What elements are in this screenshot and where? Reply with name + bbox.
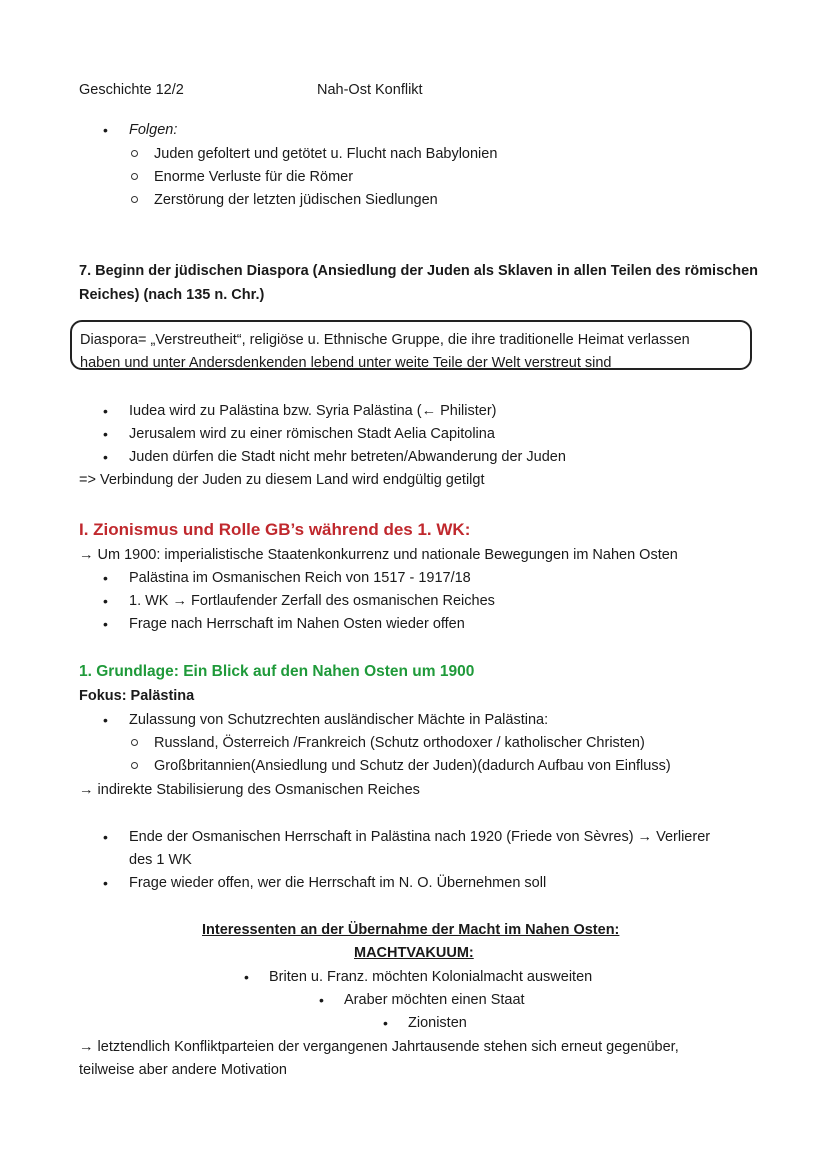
- section7-conclusion: => Verbindung der Juden zu diesem Land wird endgültig getilgt: [79, 472, 485, 488]
- folgen-label: Folgen:: [129, 122, 178, 138]
- interests-item-3: Zionisten: [408, 1015, 467, 1031]
- section7-heading-line1: 7. Beginn der jüdischen Diaspora (Ansiedlung der Juden als Sklaven in allen Teilen des römischen: [79, 263, 758, 279]
- section7-item-2: Jerusalem wird zu einer römischen Stadt Aelia Capitolina: [129, 426, 495, 442]
- section1-item2-line2: des 1 WK: [129, 852, 192, 868]
- definition-line2: haben und unter Andersdenkenden lebend unter weite Teile der Welt verstreut sind: [80, 355, 612, 371]
- bullet-icon: •: [319, 992, 324, 1008]
- bullet-icon: •: [383, 1015, 388, 1031]
- circle-bullet-icon: [131, 196, 138, 203]
- section1-item-1: Zulassung von Schutzrechten ausländischer Mächte in Palästina:: [129, 712, 549, 728]
- sectionI-item-1: Palästina im Osmanischen Reich von 1517 - 1917/18: [129, 570, 471, 586]
- sectionI-item-2: 1. WK → Fortlaufender Zerfall des osmanischen Reiches: [129, 593, 495, 609]
- section7-item-1: Iudea wird zu Palästina bzw. Syria Palästina (← Philister): [129, 403, 497, 419]
- bullet-icon: •: [244, 969, 249, 985]
- section1-subitem-1: Russland, Österreich /Frankreich (Schutz orthodoxer / katholischer Christen): [154, 735, 645, 751]
- header-topic: Nah-Ost Konflikt: [317, 82, 423, 98]
- folgen-item-2: Enorme Verluste für die Römer: [154, 169, 354, 185]
- bullet-icon: •: [103, 426, 108, 442]
- bullet-icon: •: [103, 449, 108, 465]
- section1-focus: Fokus: Palästina: [79, 688, 195, 704]
- section1-item-3: Frage wieder offen, wer die Herrschaft im N. O. Übernehmen soll: [129, 875, 547, 891]
- circle-bullet-icon: [131, 150, 138, 157]
- bullet-icon: •: [103, 403, 108, 419]
- bullet-icon: •: [103, 712, 108, 728]
- header-subject: Geschichte 12/2: [79, 82, 184, 98]
- bullet-icon: •: [103, 875, 108, 891]
- circle-bullet-icon: [131, 173, 138, 180]
- sectionI-heading: I. Zionismus und Rolle GB’s während des 1. WK:: [79, 520, 471, 539]
- bullet-icon: •: [103, 593, 108, 609]
- interests-item-1: Briten u. Franz. möchten Kolonialmacht ausweiten: [269, 969, 593, 985]
- folgen-item-3: Zerstörung der letzten jüdischen Siedlungen: [154, 192, 438, 208]
- section7-item-3: Juden dürfen die Stadt nicht mehr betreten/Abwanderung der Juden: [129, 449, 566, 465]
- bullet-icon: •: [103, 570, 108, 586]
- interests-subtitle: MACHTVAKUUM:: [354, 945, 474, 961]
- interests-conclusion-line1: → letztendlich Konfliktparteien der vergangenen Jahrtausende stehen sich erneut gegenüber,: [79, 1039, 679, 1055]
- interests-conclusion-line2: teilweise aber andere Motivation: [79, 1062, 287, 1078]
- bullet-icon: •: [103, 122, 108, 138]
- section1-arrow1: → indirekte Stabilisierung des Osmanischen Reiches: [79, 782, 420, 798]
- section1-item2-line1: Ende der Osmanischen Herrschaft in Palästina nach 1920 (Friede von Sèvres) → Verlierer: [129, 829, 711, 845]
- sectionI-intro: → Um 1900: imperialistische Staatenkonkurrenz und nationale Bewegungen im Nahen Osten: [79, 547, 678, 563]
- section1-heading: 1. Grundlage: Ein Blick auf den Nahen Osten um 1900: [79, 663, 475, 680]
- bullet-icon: •: [103, 616, 108, 632]
- sectionI-item-3: Frage nach Herrschaft im Nahen Osten wieder offen: [129, 616, 465, 632]
- definition-line1: Diaspora= „Verstreutheit“, religiöse u. Ethnische Gruppe, die ihre traditionelle Heimat verlassen: [80, 332, 690, 348]
- interests-title: Interessenten an der Übernahme der Macht im Nahen Osten:: [202, 922, 620, 938]
- folgen-item-1: Juden gefoltert und getötet u. Flucht nach Babylonien: [154, 146, 498, 162]
- interests-item-2: Araber möchten einen Staat: [344, 992, 525, 1008]
- circle-bullet-icon: [131, 739, 138, 746]
- bullet-icon: •: [103, 829, 108, 845]
- section1-subitem-2: Großbritannien(Ansiedlung und Schutz der Juden)(dadurch Aufbau von Einfluss): [154, 758, 671, 774]
- circle-bullet-icon: [131, 762, 138, 769]
- section7-heading-line2: Reiches) (nach 135 n. Chr.): [79, 287, 265, 303]
